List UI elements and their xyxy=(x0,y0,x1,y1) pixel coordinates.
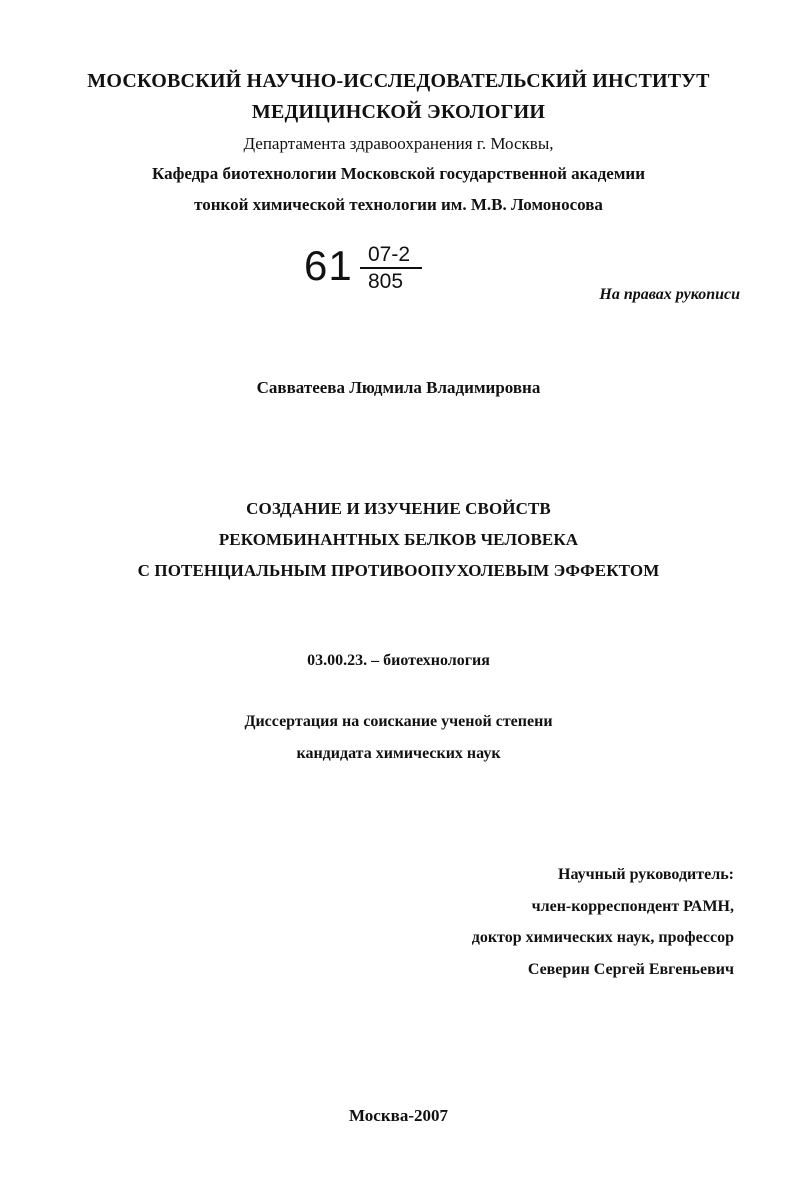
library-code-main: 61 xyxy=(304,242,353,289)
supervisor-label: Научный руководитель: xyxy=(558,866,734,883)
library-code-top: 07-2 xyxy=(368,243,411,266)
supervisor-rank: член-корреспондент РАМН, xyxy=(531,898,734,915)
supervisor-name: Северин Сергей Евгеньевич xyxy=(527,961,734,978)
degree-line-1: Диссертация на соискание ученой степени xyxy=(244,713,553,730)
dissertation-title-line-1: СОЗДАНИЕ И ИЗУЧЕНИЕ СВОЙСТВ xyxy=(246,499,551,518)
library-code-divider xyxy=(360,267,422,269)
institution-name-line-2: МЕДИЦИНСКОЙ ЭКОЛОГИИ xyxy=(251,101,546,123)
author-name: Савватеева Людмила Владимировна xyxy=(256,378,541,397)
chair-line-1: Кафедра биотехнологии Московской государственной академии xyxy=(151,164,646,183)
department-line: Департамента здравоохранения г. Москвы, xyxy=(243,134,554,153)
library-code-stamp xyxy=(300,240,440,300)
chair-line-2: тонкой химической технологии им. М.В. Ломоносова xyxy=(194,195,603,214)
dissertation-title-line-3: С ПОТЕНЦИАЛЬНЫМ ПРОТИВООПУХОЛЕВЫМ ЭФФЕКТОМ xyxy=(137,561,660,580)
library-code-bottom: 805 xyxy=(368,270,404,293)
degree-line-2: кандидата химических наук xyxy=(296,745,501,762)
dissertation-title-line-2: РЕКОМБИНАНТНЫХ БЕЛКОВ ЧЕЛОВЕКА xyxy=(218,530,579,549)
manuscript-note: На правах рукописи xyxy=(599,286,740,303)
specialty-code: 03.00.23. – биотехнология xyxy=(307,652,490,669)
institution-name-line-1: МОСКОВСКИЙ НАУЧНО-ИССЛЕДОВАТЕЛЬСКИЙ ИНСТИТУТ xyxy=(87,70,710,92)
supervisor-degree: доктор химических наук, профессор xyxy=(471,929,734,946)
place-and-year: Москва-2007 xyxy=(348,1106,448,1125)
